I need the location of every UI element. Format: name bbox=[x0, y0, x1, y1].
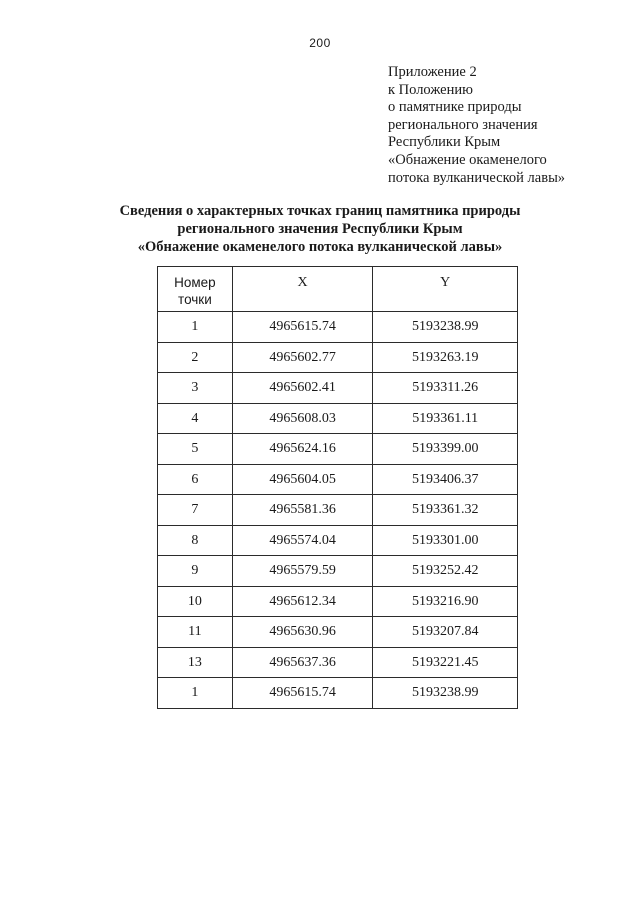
cell-point-number: 2 bbox=[158, 342, 233, 373]
cell-x: 4965574.04 bbox=[232, 525, 373, 556]
page-number: 200 bbox=[309, 36, 331, 50]
appendix-block bbox=[388, 64, 565, 187]
cell-x: 4965604.05 bbox=[232, 464, 373, 495]
cell-x: 4965630.96 bbox=[232, 617, 373, 648]
cell-x: 4965608.03 bbox=[232, 403, 373, 434]
cell-y: 5193216.90 bbox=[373, 586, 518, 617]
cell-y: 5193221.45 bbox=[373, 647, 518, 678]
table-row bbox=[158, 434, 518, 465]
cell-y: 5193252.42 bbox=[373, 556, 518, 587]
table-row bbox=[158, 678, 518, 709]
table-row bbox=[158, 556, 518, 587]
table-row bbox=[158, 403, 518, 434]
cell-y: 5193311.26 bbox=[373, 373, 518, 404]
cell-x: 4965615.74 bbox=[232, 678, 373, 709]
table-row bbox=[158, 373, 518, 404]
cell-x: 4965579.59 bbox=[232, 556, 373, 587]
appendix-line: «Обнажение окаменелого bbox=[388, 151, 547, 168]
cell-y: 5193399.00 bbox=[373, 434, 518, 465]
appendix-line: регионального значения bbox=[388, 116, 538, 133]
header-point-number-line1: Номер bbox=[174, 275, 216, 290]
appendix-line: о памятнике природы bbox=[388, 99, 522, 116]
title-line: «Обнажение окаменелого потока вулканической лавы» bbox=[137, 239, 503, 255]
cell-point-number: 8 bbox=[158, 525, 233, 556]
cell-point-number: 5 bbox=[158, 434, 233, 465]
cell-point-number: 11 bbox=[158, 617, 233, 648]
appendix-line: Приложение 2 bbox=[388, 64, 477, 80]
table-row bbox=[158, 647, 518, 678]
cell-x: 4965602.41 bbox=[232, 373, 373, 404]
cell-y: 5193207.84 bbox=[373, 617, 518, 648]
cell-point-number: 4 bbox=[158, 403, 233, 434]
title-line: регионального значения Республики Крым bbox=[177, 221, 463, 237]
table-row bbox=[158, 464, 518, 495]
header-x: X bbox=[232, 267, 373, 312]
table-header-row bbox=[158, 267, 518, 312]
cell-y: 5193263.19 bbox=[373, 342, 518, 373]
cell-y: 5193361.11 bbox=[373, 403, 518, 434]
header-point-number-line2: точки bbox=[178, 292, 212, 307]
appendix-line: Республики Крым bbox=[388, 134, 501, 151]
table-row bbox=[158, 525, 518, 556]
cell-x: 4965615.74 bbox=[232, 312, 373, 343]
cell-x: 4965637.36 bbox=[232, 647, 373, 678]
cell-point-number: 13 bbox=[158, 647, 233, 678]
table-row bbox=[158, 342, 518, 373]
table-row bbox=[158, 495, 518, 526]
cell-x: 4965602.77 bbox=[232, 342, 373, 373]
coordinates-table bbox=[157, 266, 518, 709]
cell-x: 4965581.36 bbox=[232, 495, 373, 526]
appendix-line: потока вулканической лавы» bbox=[388, 169, 566, 186]
cell-point-number: 6 bbox=[158, 464, 233, 495]
cell-y: 5193238.99 bbox=[373, 312, 518, 343]
table-row bbox=[158, 586, 518, 617]
cell-y: 5193238.99 bbox=[373, 678, 518, 709]
appendix-line: к Положению bbox=[388, 81, 473, 98]
table-row bbox=[158, 312, 518, 343]
table-row bbox=[158, 617, 518, 648]
title-line: Сведения о характерных точках границ памятника природы bbox=[119, 203, 521, 219]
cell-y: 5193361.32 bbox=[373, 495, 518, 526]
table-body bbox=[158, 312, 518, 709]
header-y: Y bbox=[373, 267, 518, 312]
cell-x: 4965624.16 bbox=[232, 434, 373, 465]
cell-y: 5193406.37 bbox=[373, 464, 518, 495]
cell-y: 5193301.00 bbox=[373, 525, 518, 556]
cell-point-number: 10 bbox=[158, 586, 233, 617]
cell-point-number: 1 bbox=[158, 678, 233, 709]
cell-point-number: 9 bbox=[158, 556, 233, 587]
cell-point-number: 7 bbox=[158, 495, 233, 526]
cell-point-number: 1 bbox=[158, 312, 233, 343]
cell-x: 4965612.34 bbox=[232, 586, 373, 617]
header-point-number bbox=[158, 267, 233, 312]
cell-point-number: 3 bbox=[158, 373, 233, 404]
document-title bbox=[0, 202, 640, 256]
